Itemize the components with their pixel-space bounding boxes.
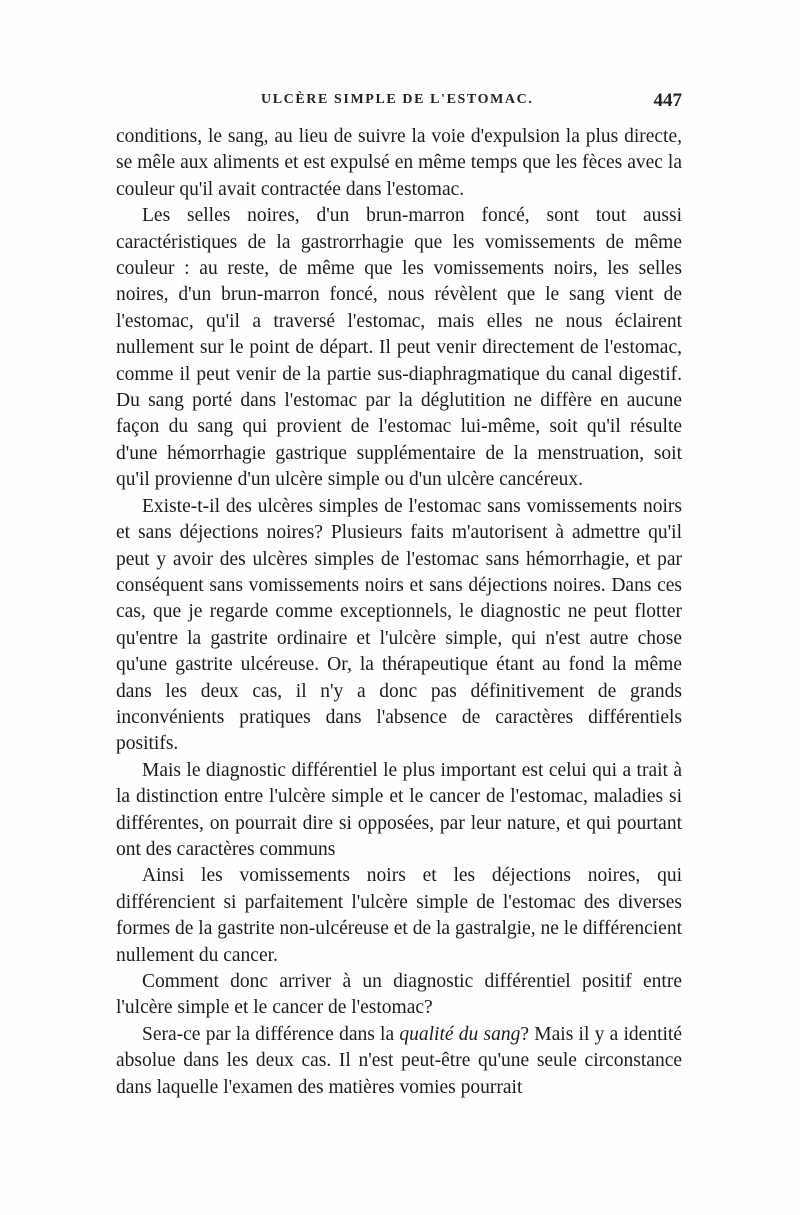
paragraph-7-start: Sera-ce par la différence dans la <box>142 1023 400 1045</box>
page-header <box>116 92 682 118</box>
running-title: ULCÈRE SIMPLE DE L'ESTOMAC. <box>261 92 534 107</box>
paragraph-5: Ainsi les vomissements noirs et les déjections noires, qui différencient si parfaitement l'ulcère simple de l'estomac des diverses formes de la gastrite non-ulcéreuse et de la gastralgie, ne le différencient nullement du cancer. <box>116 865 682 966</box>
page-number: 447 <box>653 90 682 111</box>
body-text <box>116 124 682 1101</box>
paragraph-2: Les selles noires, d'un brun-marron foncé, sont tout aussi caractéristiques de la gastrorrhagie que les vomissements de même couleur : au reste, de même que les vomissements noirs, les selles noires, d'un brun-marron foncé, nous révèlent que le sang vient de l'estomac, qu'il a traversé l'estomac, mais elles ne nous éclairent nullement sur le point de départ. Il peut venir directement de l'estomac, comme il peut venir de la partie sus-diaphragmatique du canal digestif. Du sang porté dans l'estomac par la déglutition ne diffère en aucune façon du sang qui provient de l'estomac lui-même, soit qu'il résulte d'une hémorrhagie gastrique supplémentaire de la menstruation, soit qu'il provienne d'un ulcère simple ou d'un ulcère cancéreux. <box>116 205 682 491</box>
italic-phrase: qualité du sang <box>399 1023 521 1045</box>
paragraph-6: Comment donc arriver à un diagnostic différentiel positif entre l'ulcère simple et le cancer de l'estomac? <box>116 971 682 1019</box>
paragraph-7 <box>116 1022 682 1101</box>
paragraph-7-end: ? Mais il y a identité absolue dans les deux cas. Il n'est peut-être qu'une seule circonstance dans laquelle l'examen des matières vomies pourrait <box>116 1023 682 1098</box>
paragraph-4: Mais le diagnostic différentiel le plus important est celui qui a trait à la distinction entre l'ulcère simple et le cancer de l'estomac, maladies si différentes, on pourrait dire si opposées, par leur nature, et qui pourtant ont des caractères communs <box>116 759 682 860</box>
paragraph-1: conditions, le sang, au lieu de suivre la voie d'expulsion la plus directe, se mêle aux aliments et est expulsé en même temps que les fèces avec la couleur qu'il avait contractée dans l'estomac. <box>116 126 682 200</box>
paragraph-3: Existe-t-il des ulcères simples de l'estomac sans vomissements noirs et sans déjections noires? Plusieurs faits m'autorisent à admettre qu'il peut y avoir des ulcères simples de l'estomac sans hémorrhagie, et par conséquent sans vomissements noirs et sans déjections noires. Dans ces cas, que je regarde comme exceptionnels, le diagnostic ne peut flotter qu'entre la gastrite ordinaire et l'ulcère simple, qui n'est autre chose qu'une gastrite ulcéreuse. Or, la thérapeutique étant au fond la même dans les deux cas, il n'y a donc pas définitivement de grands inconvénients pratiques dans l'absence de caractères différentiels positifs. <box>116 495 682 755</box>
